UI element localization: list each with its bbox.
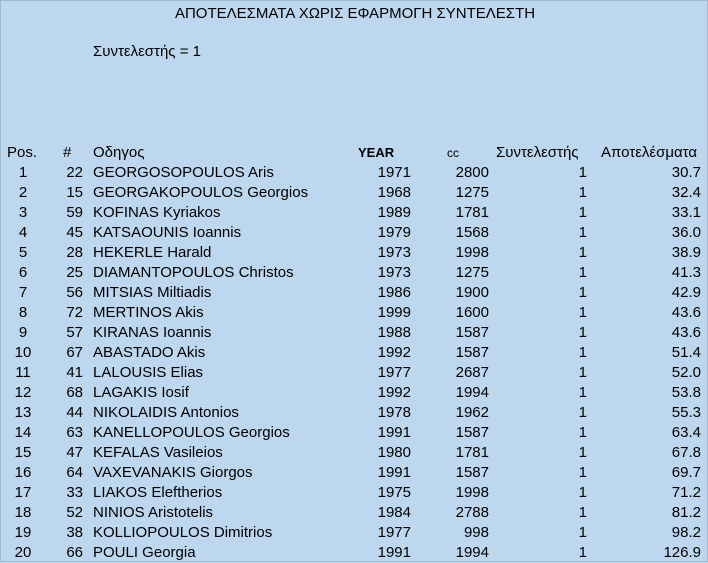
cell-coefficient: 1 [578, 524, 587, 541]
cell-pos: 10 [14, 344, 32, 361]
cell-year: 1988 [377, 324, 411, 341]
cell-driver: GEORGAKOPOULOS Georgios [93, 184, 309, 201]
cell-num: 67 [66, 344, 83, 361]
cell-year: 1991 [377, 544, 411, 561]
cell-year: 1992 [377, 384, 411, 401]
cell-cc: 2800 [455, 164, 489, 181]
cell-year: 1984 [377, 504, 411, 521]
cell-pos: 2 [18, 184, 28, 201]
cell-pos: 19 [14, 524, 32, 541]
cell-coefficient: 1 [578, 284, 587, 301]
header-year: YEAR [358, 145, 395, 160]
cell-num: 25 [66, 264, 83, 281]
cell-coefficient: 1 [578, 504, 587, 521]
cell-coefficient: 1 [578, 164, 587, 181]
page-title: ΑΠΟΤΕΛΕΣΜΑΤΑ ΧΩΡΙΣ ΕΦΑΡΜΟΓΗ ΣΥΝΤΕΛΕΣΤΗ [174, 5, 536, 22]
cell-pos: 6 [18, 264, 28, 281]
cell-pos: 11 [15, 364, 31, 381]
cell-driver: ABASTADO Akis [93, 344, 206, 361]
cell-coefficient: 1 [578, 184, 587, 201]
cell-num: 44 [66, 404, 83, 421]
cell-driver: NINIOS Aristotelis [93, 504, 214, 521]
table-row [1, 283, 708, 303]
table-row [1, 343, 708, 363]
cell-driver: NIKOLAIDIS Antonios [93, 404, 239, 421]
cell-cc: 1994 [455, 544, 489, 561]
cell-pos: 8 [18, 304, 28, 321]
cell-cc: 1998 [455, 244, 489, 261]
cell-year: 1971 [377, 164, 411, 181]
table-row [1, 263, 708, 283]
table-row [1, 363, 708, 383]
table-row [1, 383, 708, 403]
cell-year: 1968 [377, 184, 411, 201]
cell-driver: MITSIAS Miltiadis [93, 284, 212, 301]
cell-year: 1979 [377, 224, 411, 241]
cell-num: 59 [66, 204, 83, 221]
cell-result: 71.2 [671, 484, 701, 501]
cell-year: 1999 [377, 304, 411, 321]
table-row [1, 223, 708, 243]
table-row [1, 183, 708, 203]
cell-result: 52.0 [671, 364, 701, 381]
cell-year: 1973 [377, 264, 411, 281]
cell-pos: 17 [14, 484, 32, 501]
cell-num: 41 [66, 364, 83, 381]
table-row [1, 303, 708, 323]
cell-result: 51.4 [671, 344, 701, 361]
cell-year: 1992 [377, 344, 411, 361]
table-row [1, 163, 708, 183]
cell-num: 57 [66, 324, 83, 341]
cell-num: 22 [66, 164, 83, 181]
cell-result: 33.1 [671, 204, 701, 221]
cell-driver: HEKERLE Harald [93, 244, 212, 261]
cell-year: 1977 [377, 364, 411, 381]
table-row [1, 243, 708, 263]
cell-driver: VAXEVANAKIS Giorgos [93, 464, 253, 481]
cell-num: 47 [66, 444, 83, 461]
header-result: Αποτελέσματα [601, 144, 698, 161]
cell-num: 45 [66, 224, 83, 241]
cell-result: 126.9 [663, 544, 701, 561]
cell-pos: 16 [14, 464, 32, 481]
table-row [1, 523, 708, 543]
cell-coefficient: 1 [578, 424, 587, 441]
table-row [1, 463, 708, 483]
cell-result: 67.8 [671, 444, 701, 461]
cell-result: 81.2 [671, 504, 701, 521]
cell-coefficient: 1 [578, 304, 587, 321]
cell-coefficient: 1 [578, 324, 587, 341]
cell-result: 55.3 [671, 404, 701, 421]
cell-cc: 1998 [455, 484, 489, 501]
cell-cc: 1600 [455, 304, 489, 321]
cell-driver: KIRANAS Ioannis [93, 324, 212, 341]
cell-year: 1980 [377, 444, 411, 461]
cell-pos: 12 [14, 384, 32, 401]
cell-cc: 1781 [455, 204, 489, 221]
cell-year: 1989 [377, 204, 411, 221]
cell-num: 15 [66, 184, 83, 201]
cell-result: 42.9 [671, 284, 701, 301]
cell-pos: 7 [18, 284, 28, 301]
cell-cc: 1994 [455, 384, 489, 401]
cell-coefficient: 1 [578, 384, 587, 401]
cell-driver: DIAMANTOPOULOS Christos [93, 264, 294, 281]
coefficient-label: Συντελεστής = 1 [93, 43, 201, 60]
cell-pos: 1 [18, 164, 28, 181]
cell-cc: 1781 [455, 444, 489, 461]
header-num: # [63, 144, 72, 161]
header-pos: Pos. [7, 144, 38, 161]
cell-coefficient: 1 [578, 224, 587, 241]
cell-driver: LAGAKIS Iosif [93, 384, 189, 401]
cell-cc: 2687 [455, 364, 489, 381]
cell-pos: 4 [18, 224, 28, 241]
cell-cc: 1587 [455, 324, 489, 341]
header-coefficient: Συντελεστής [496, 144, 579, 161]
cell-result: 43.6 [671, 304, 701, 321]
cell-cc: 1587 [455, 424, 489, 441]
cell-year: 1975 [377, 484, 411, 501]
cell-num: 33 [66, 484, 83, 501]
cell-driver: LIAKOS Eleftherios [93, 484, 223, 501]
cell-year: 1986 [377, 284, 411, 301]
cell-num: 72 [66, 304, 83, 321]
cell-coefficient: 1 [578, 484, 587, 501]
cell-coefficient: 1 [578, 464, 587, 481]
header-cc: cc [447, 146, 459, 160]
cell-driver: KATSAOUNIS Ioannis [93, 224, 242, 241]
cell-pos: 3 [18, 204, 28, 221]
cell-num: 63 [66, 424, 83, 441]
table-row [1, 483, 708, 503]
cell-pos: 14 [14, 424, 32, 441]
cell-cc: 1587 [455, 344, 489, 361]
cell-cc: 1275 [455, 184, 489, 201]
cell-result: 30.7 [671, 164, 701, 181]
cell-coefficient: 1 [578, 404, 587, 421]
cell-result: 43.6 [671, 324, 701, 341]
cell-driver: KOFINAS Kyriakos [93, 204, 221, 221]
cell-pos: 13 [14, 404, 32, 421]
cell-cc: 1900 [455, 284, 489, 301]
cell-result: 38.9 [671, 244, 701, 261]
table-row [1, 503, 708, 523]
table-row [1, 403, 708, 423]
cell-result: 41.3 [671, 264, 701, 281]
cell-num: 56 [66, 284, 83, 301]
cell-driver: GEORGOSOPOULOS Aris [93, 164, 274, 181]
cell-result: 69.7 [671, 464, 701, 481]
table-row [1, 423, 708, 443]
cell-num: 52 [66, 504, 83, 521]
cell-coefficient: 1 [578, 544, 587, 561]
cell-coefficient: 1 [578, 204, 587, 221]
cell-result: 98.2 [671, 524, 701, 541]
cell-year: 1973 [377, 244, 411, 261]
table-row [1, 543, 708, 563]
cell-cc: 998 [463, 524, 489, 541]
cell-pos: 20 [14, 544, 32, 561]
cell-result: 63.4 [671, 424, 701, 441]
cell-cc: 2788 [455, 504, 489, 521]
cell-num: 38 [66, 524, 83, 541]
cell-coefficient: 1 [578, 244, 587, 261]
cell-pos: 9 [18, 324, 28, 341]
cell-driver: POULI Georgia [93, 544, 196, 561]
cell-result: 53.8 [671, 384, 701, 401]
cell-pos: 18 [14, 504, 32, 521]
cell-year: 1991 [377, 464, 411, 481]
cell-pos: 5 [18, 244, 28, 261]
cell-coefficient: 1 [578, 264, 587, 281]
cell-cc: 1568 [455, 224, 489, 241]
cell-driver: KANELLOPOULOS Georgios [93, 424, 290, 441]
cell-year: 1991 [377, 424, 411, 441]
cell-num: 68 [66, 384, 83, 401]
cell-pos: 15 [14, 444, 32, 461]
cell-driver: MERTINOS Akis [93, 304, 204, 321]
cell-driver: KOLLIOPOULOS Dimitrios [93, 524, 273, 541]
cell-coefficient: 1 [578, 364, 587, 381]
cell-num: 64 [66, 464, 83, 481]
cell-driver: LALOUSIS Elias [93, 364, 204, 381]
cell-coefficient: 1 [578, 444, 587, 461]
cell-cc: 1275 [455, 264, 489, 281]
cell-num: 28 [66, 244, 83, 261]
cell-cc: 1587 [455, 464, 489, 481]
cell-year: 1978 [377, 404, 411, 421]
cell-driver: KEFALAS Vasileios [93, 444, 223, 461]
cell-num: 66 [66, 544, 83, 561]
cell-result: 32.4 [671, 184, 701, 201]
table-row [1, 203, 708, 223]
table-row [1, 323, 708, 343]
table-header [1, 143, 708, 163]
cell-result: 36.0 [671, 224, 701, 241]
cell-cc: 1962 [455, 404, 489, 421]
table-row [1, 443, 708, 463]
header-driver: Οδηγος [93, 144, 145, 161]
cell-coefficient: 1 [578, 344, 587, 361]
cell-year: 1977 [377, 524, 411, 541]
